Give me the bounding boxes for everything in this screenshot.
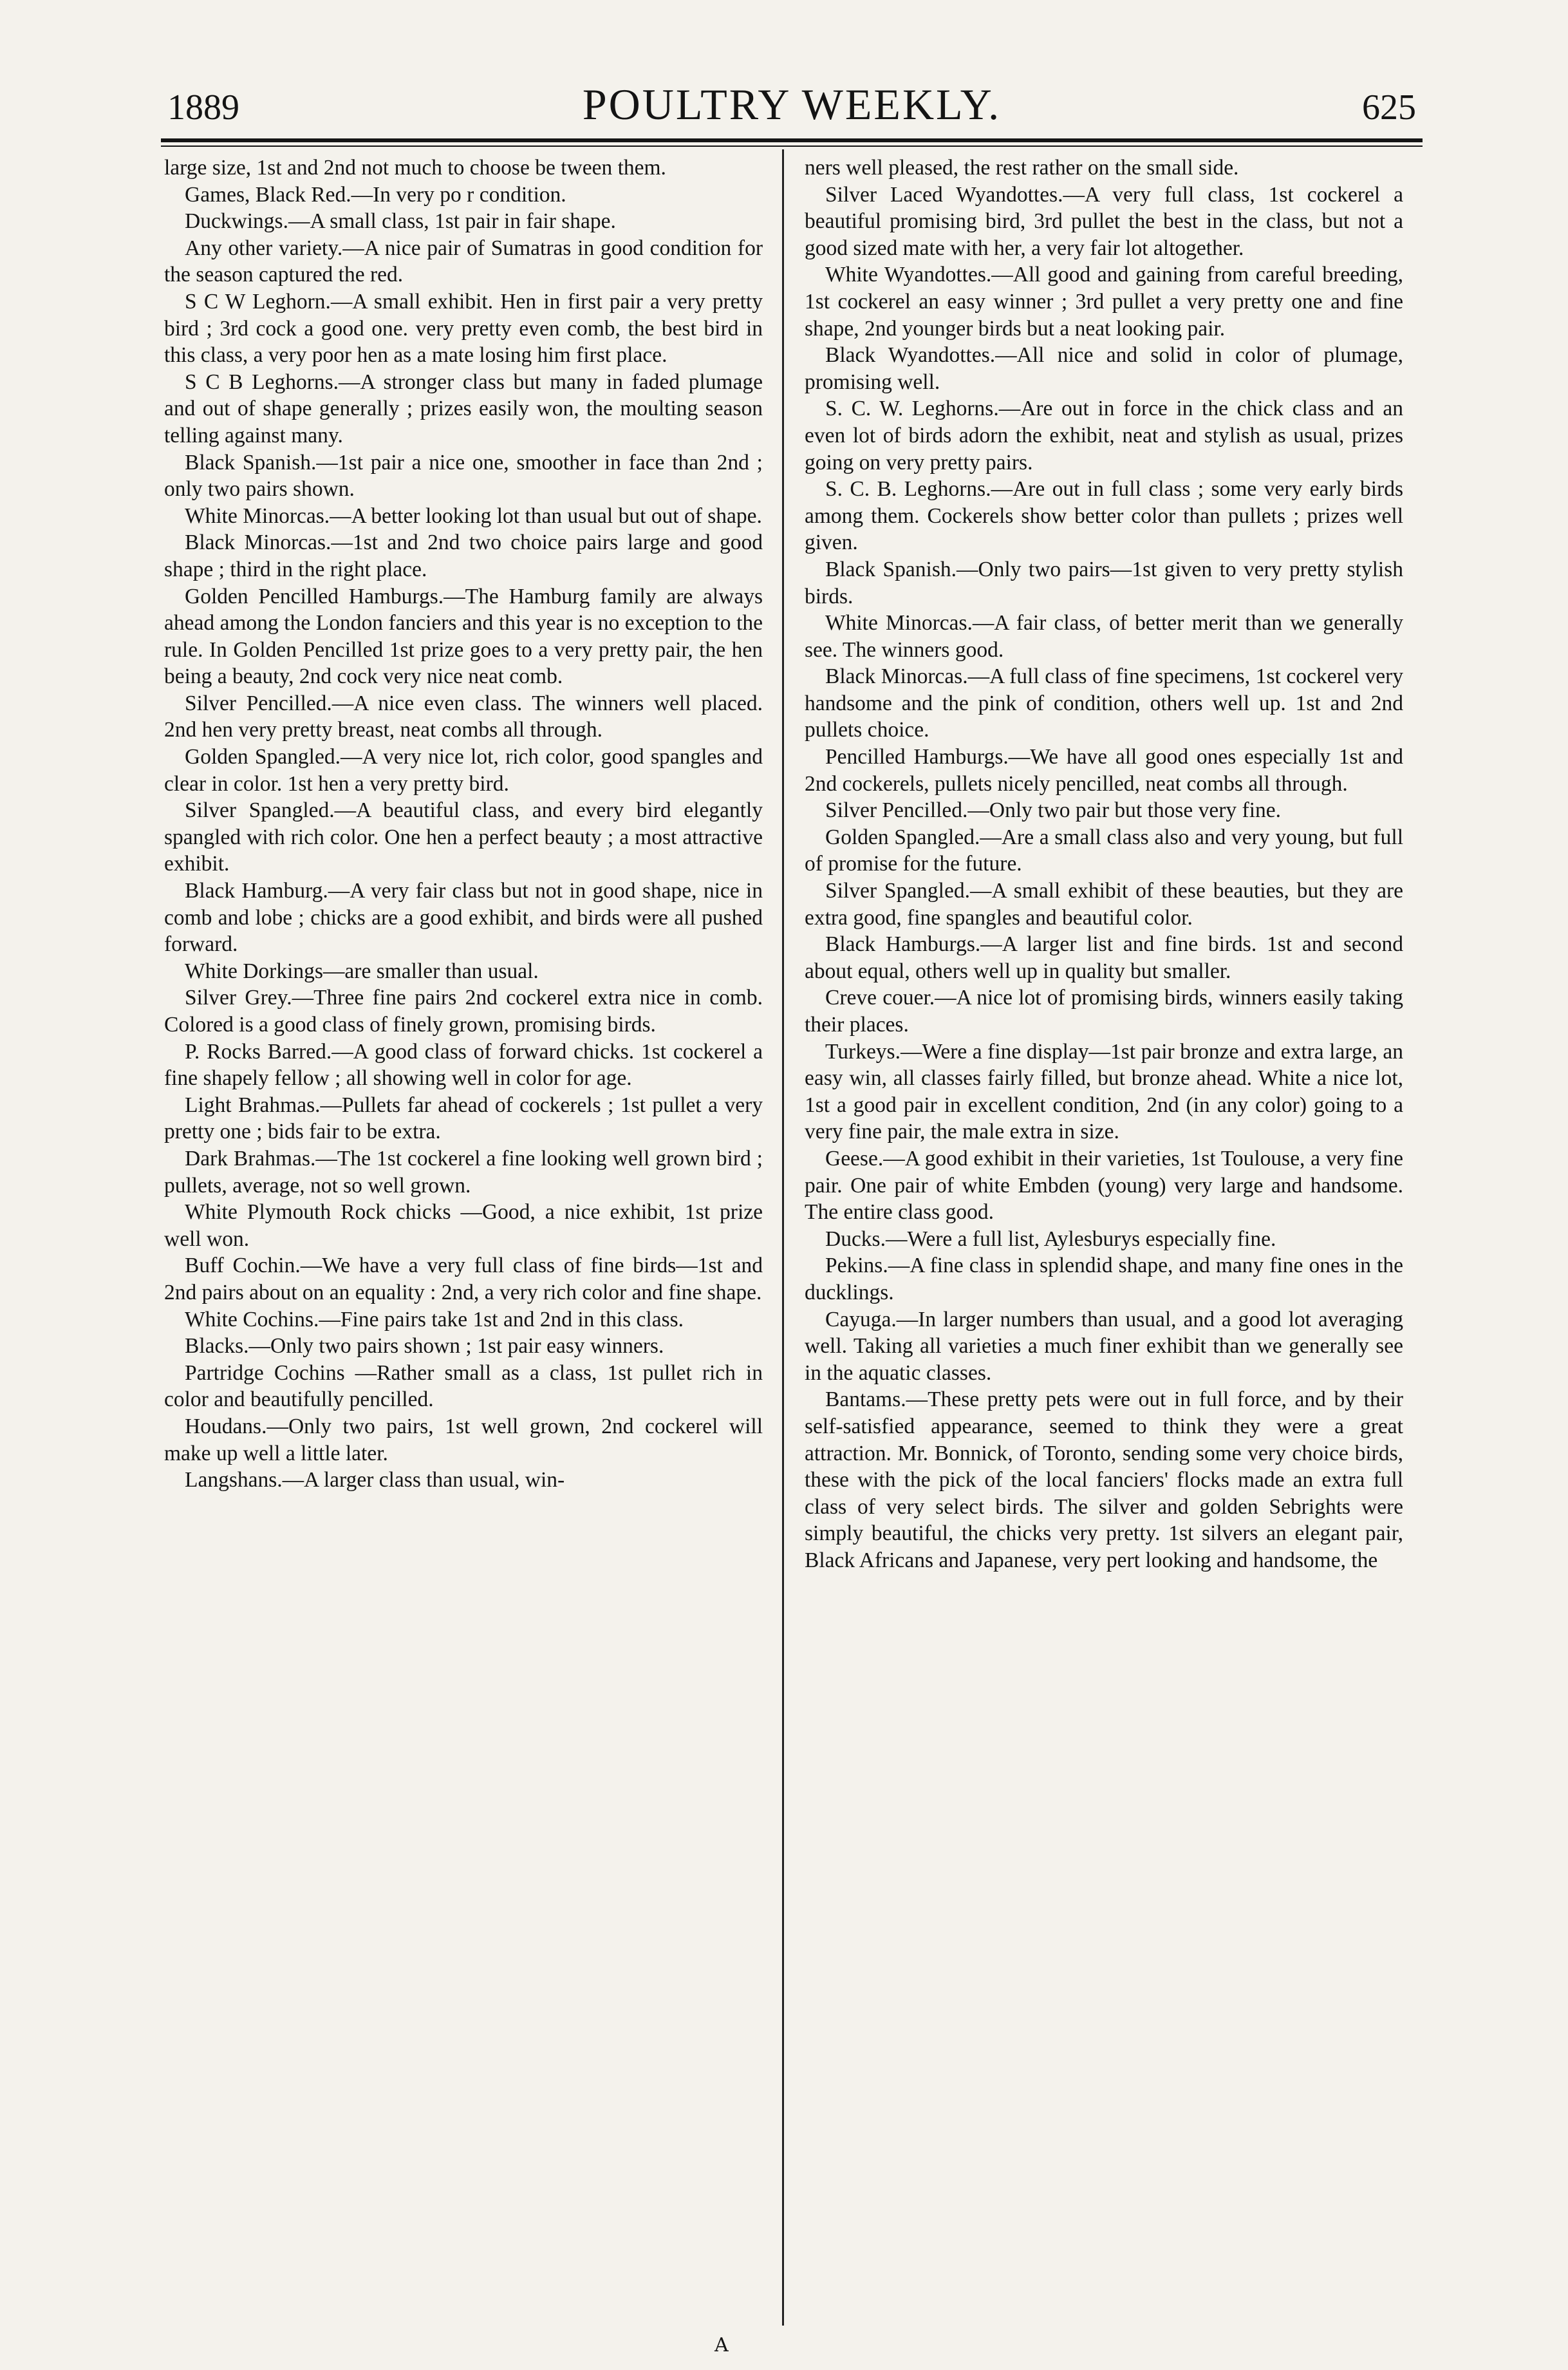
article-paragraph: Golden Spangled.—A very nice lot, rich color, good spangles and clear in color. 1st hen a very pretty bird. bbox=[164, 745, 763, 796]
article-paragraph: S. C. B. Leghorns.—Are out in full class ; some very early birds among them. Cockerels show better color than pullets ; prizes well given. bbox=[805, 477, 1403, 555]
article-paragraph: Bantams.—These pretty pets were out in full force, and by their self-satisfied appearance, seemed to think they were a great attraction. Mr. Bonnick, of Toronto, sending some very choice birds, these with the pick of the local fanciers' flocks made an extra full class of very select birds. The silver and golden Sebrights were simply beautiful, the chicks very pretty. 1st silvers an elegant pair, Black Africans and Japanese, very pert looking and handsome, the bbox=[805, 1387, 1403, 1572]
header-year: 1889 bbox=[167, 88, 239, 127]
article-paragraph: Langshans.—A larger class than usual, win- bbox=[185, 1468, 565, 1492]
header-rule-thin bbox=[161, 146, 1423, 147]
page-header bbox=[161, 74, 1423, 138]
article-paragraph: Pencilled Hamburgs.—We have all good ones especially 1st and 2nd cockerels, pullets nicely pencilled, neat combs all through. bbox=[805, 745, 1403, 796]
header-page-number: 625 bbox=[1362, 88, 1416, 127]
article-paragraph: Buff Cochin.—We have a very full class of fine birds—1st and 2nd pairs about on an equality : 2nd, a very rich color and fine shape. bbox=[164, 1254, 763, 1304]
article-paragraph: Black Spanish.—Only two pairs—1st given to very pretty stylish birds. bbox=[805, 557, 1403, 608]
header-rule-thick bbox=[161, 138, 1423, 142]
article-paragraph: White Plymouth Rock chicks —Good, a nice exhibit, 1st prize well won. bbox=[164, 1200, 763, 1251]
article-paragraph: Black Minorcas.—A full class of fine specimens, 1st cockerel very handsome and the pink of condition, others well up. 1st and 2nd pullets choice. bbox=[805, 664, 1403, 742]
article-paragraph: Silver Pencilled.—A nice even class. The winners well placed. 2nd hen very pretty breast, neat combs all through. bbox=[164, 691, 763, 742]
article-paragraph: Silver Grey.—Three fine pairs 2nd cockerel extra nice in comb. Colored is a good class of finely grown, promising birds. bbox=[164, 986, 763, 1037]
article-paragraph: P. Rocks Barred.—A good class of forward chicks. 1st cockerel a fine shapely fellow ; all showing well in color for age. bbox=[164, 1039, 763, 1091]
article-paragraph: Games, Black Red.—In very po r condition. bbox=[185, 182, 566, 207]
article-paragraph: Blacks.—Only two pairs shown ; 1st pair easy winners. bbox=[185, 1334, 664, 1359]
article-paragraph: S. C. W. Leghorns.—Are out in force in the chick class and an even lot of birds adorn the exhibit, neat and stylish as usual, prizes going on very pretty pairs. bbox=[805, 397, 1403, 475]
right-column bbox=[805, 155, 1403, 2324]
article-paragraph: Golden Spangled.—Are a small class also and very young, but full of promise for the future. bbox=[805, 825, 1403, 876]
article-paragraph: Cayuga.—In larger numbers than usual, and a good lot averaging well. Taking all varieties a much finer exhibit than we generally see in the aquatic classes. bbox=[805, 1307, 1403, 1385]
article-paragraph: Duckwings.—A small class, 1st pair in fair shape. bbox=[185, 209, 616, 234]
article-paragraph: ners well pleased, the rest rather on the small side. bbox=[805, 156, 1239, 180]
article-paragraph: Ducks.—Were a full list, Aylesburys especially fine. bbox=[825, 1227, 1276, 1251]
article-paragraph: Golden Pencilled Hamburgs.—The Hamburg family are always ahead among the London fanciers and this year is no exception to the rule. In Golden Pencilled 1st prize goes to a very pretty pair, the hen being a beauty, 2nd cock very nice neat comb. bbox=[164, 584, 763, 689]
column-divider bbox=[782, 149, 784, 2326]
article-paragraph: White Minorcas.—A better looking lot than usual but out of shape. bbox=[185, 503, 762, 528]
article-paragraph: Silver Laced Wyandottes.—A very full class, 1st cockerel a beautiful promising bird, 3rd pullet the best in the class, but not a good sized mate with her, a very fair lot altogether. bbox=[805, 182, 1403, 260]
article-paragraph: Black Minorcas.—1st and 2nd two choice pairs large and good shape ; third in the right place. bbox=[164, 531, 763, 581]
article-paragraph: Dark Brahmas.—The 1st cockerel a fine looking well grown bird ; pullets, average, not so well grown. bbox=[164, 1146, 763, 1198]
article-paragraph: large size, 1st and 2nd not much to choose be tween them. bbox=[164, 156, 666, 180]
article-paragraph: Silver Pencilled.—Only two pair but those very fine. bbox=[825, 798, 1282, 823]
article-paragraph: Houdans.—Only two pairs, 1st well grown, 2nd cockerel will make up well a little later. bbox=[164, 1414, 763, 1465]
article-paragraph: Silver Spangled.—A beautiful class, and every bird elegantly spangled with rich color. One hen a perfect beauty ; a most attractive exhibit. bbox=[164, 798, 763, 876]
header-title: POULTRY WEEKLY. bbox=[582, 80, 1002, 129]
article-paragraph: S C B Leghorns.—A stronger class but many in faded plumage and out of shape generally ; prizes easily won, the moulting season telling against many. bbox=[164, 370, 763, 447]
article-paragraph: Light Brahmas.—Pullets far ahead of cockerels ; 1st pullet a very pretty one ; bids fair to be extra. bbox=[164, 1093, 763, 1144]
article-paragraph: Black Hamburgs.—A larger list and fine birds. 1st and second about equal, others well up in quality but smaller. bbox=[805, 932, 1403, 983]
article-paragraph: Creve couer.—A nice lot of promising birds, winners easily taking their places. bbox=[805, 986, 1403, 1037]
footer-mark: A bbox=[714, 2334, 729, 2356]
article-paragraph: Black Hamburg.—A very fair class but not in good shape, nice in comb and lobe ; chicks are a good exhibit, and birds were all pushed forward. bbox=[164, 879, 763, 957]
left-column bbox=[164, 155, 763, 2324]
article-paragraph: Turkeys.—Were a fine display—1st pair bronze and extra large, an easy win, all classes fairly filled, but bronze ahead. White a nice lot, 1st a good pair in excellent condition, 2nd (in any color) going to a very fine pair, the male extra in size. bbox=[805, 1039, 1403, 1144]
article-paragraph: S C W Leghorn.—A small exhibit. Hen in first pair a very pretty bird ; 3rd cock a good one. very pretty even comb, the best bird in this class, a very poor hen as a mate losing him first place. bbox=[164, 289, 763, 368]
article-paragraph: Geese.—A good exhibit in their varieties, 1st Toulouse, a very fine pair. One pair of white Embden (young) very large and handsome. The entire class good. bbox=[805, 1146, 1403, 1225]
article-paragraph: Partridge Cochins —Rather small as a class, 1st pullet rich in color and beautifully pencilled. bbox=[164, 1360, 763, 1412]
article-paragraph: Black Spanish.—1st pair a nice one, smoother in face than 2nd ; only two pairs shown. bbox=[164, 450, 763, 502]
article-paragraph: White Cochins.—Fine pairs take 1st and 2nd in this class. bbox=[185, 1307, 684, 1331]
article-paragraph: Silver Spangled.—A small exhibit of these beauties, but they are extra good, fine spangles and beautiful color. bbox=[805, 879, 1403, 930]
article-paragraph: White Dorkings—are smaller than usual. bbox=[185, 959, 539, 983]
article-paragraph: Any other variety.—A nice pair of Sumatras in good condition for the season captured the red. bbox=[164, 236, 763, 287]
article-paragraph: Black Wyandottes.—All nice and solid in color of plumage, promising well. bbox=[805, 343, 1403, 394]
article-paragraph: White Minorcas.—A fair class, of better merit than we generally see. The winners good. bbox=[805, 611, 1403, 662]
article-paragraph: Pekins.—A fine class in splendid shape, and many fine ones in the ducklings. bbox=[805, 1254, 1403, 1304]
article-paragraph: White Wyandottes.—All good and gaining from careful breeding, 1st cockerel an easy winner ; 3rd pullet a very pretty one and fine shape, 2nd younger birds but a neat looking pair. bbox=[805, 263, 1403, 341]
